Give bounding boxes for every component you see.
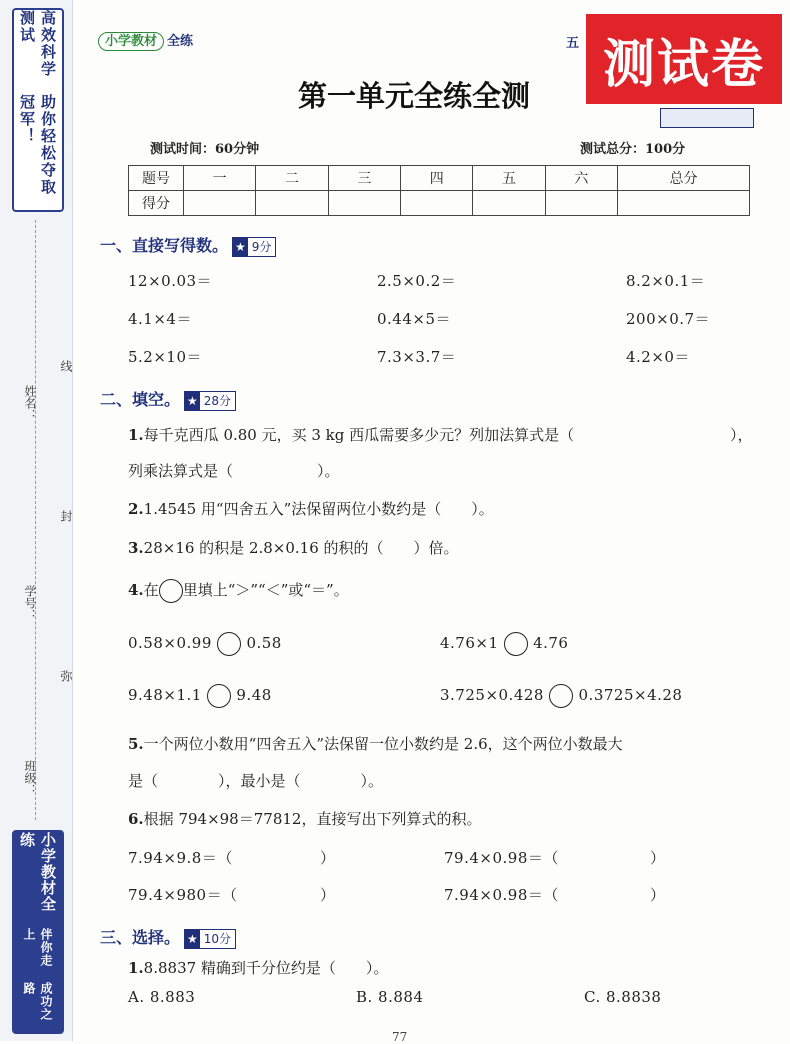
book-brand-slogan-1: 伴你走上 [22,928,53,968]
question-text: 1.4545 用“四舍五入”法保留两位小数约是（ ）。 [143,500,494,518]
brand-logo [98,30,193,49]
name-label: 姓名： [23,385,37,421]
score-cell[interactable] [473,191,545,216]
compare-item [440,684,682,708]
score-cell[interactable] [401,191,473,216]
score-col-5: 五 [473,166,545,191]
section-3-heading [100,925,236,949]
qr-code-strip [660,108,754,128]
score-col-2: 二 [256,166,328,191]
compare-left: 0.58×0.99 [128,634,212,652]
cut-mark-close: 弥 [59,670,73,682]
compare-left: 3.725×0.428 [440,686,544,704]
section-1-title: 一、直接写得数。 [100,236,229,255]
compare-circle[interactable] [504,632,528,656]
section-2-points-badge [184,391,236,411]
question-number: 6. [128,810,144,828]
score-col-6: 六 [545,166,617,191]
section-3-points-badge [184,929,236,949]
score-cell[interactable] [328,191,400,216]
calc-item: 7.3×3.7＝ [377,348,457,366]
q6-item-open: 7.94×9.8＝（ [128,849,233,867]
q6-item-open: 79.4×0.98＝（ [444,849,559,867]
calc-item: 8.2×0.1＝ [626,272,706,290]
score-table [128,165,750,216]
q6-item-close: ） [650,886,666,904]
compare-right: 4.76 [533,634,569,652]
question-3-1 [128,957,388,978]
score-cell[interactable] [184,191,256,216]
question-2-1 [128,424,574,445]
score-cell[interactable] [256,191,328,216]
score-col-label: 题号 [129,166,184,191]
compare-right: 0.58 [246,634,282,652]
question-2-1-line2 [128,460,340,481]
score-cell[interactable] [618,191,750,216]
question-2-1-close: ）， [730,426,753,444]
score-cell[interactable] [545,191,617,216]
question-2-2 [128,498,494,519]
compare-item [128,684,272,708]
question-number: 3. [128,539,144,557]
question-number: 5. [128,735,144,753]
calc-item: 4.2×0＝ [626,348,690,366]
brand-rest: 全练 [167,34,194,49]
question-2-5-line2: 是（ ），最小是（ ）。 [128,772,384,790]
question-text: 每千克西瓜 0.80 元，买 3 kg 西瓜需要多少元？列加法算式是（ [143,426,575,444]
class-label: 班级： [23,760,37,796]
section-2-title: 二、填空。 [100,390,181,409]
star-icon: ★ [235,239,246,254]
page-number: 77 [392,1030,408,1044]
compare-circle[interactable] [207,684,231,708]
calc-item: 12×0.03＝ [128,272,213,290]
option-a[interactable]: A. 8.883 [128,988,196,1006]
question-2-3 [128,537,459,558]
score-col-4: 四 [401,166,473,191]
question-2-5 [128,733,623,754]
question-text: 8.8837 精确到千分位约是（ ）。 [143,959,389,977]
calc-item: 5.2×10＝ [128,348,203,366]
question-text: 列乘法算式是（ [128,462,234,480]
section-2-heading [100,387,236,411]
book-brand-slogan-2: 成功之路 [22,982,53,1022]
option-b[interactable]: B. 8.884 [356,988,424,1006]
compare-left: 4.76×1 [440,634,499,652]
section-3-title: 三、选择。 [100,928,181,947]
question-text: 28×16 的积是 2.8×0.16 的积的（ ）倍。 [143,539,459,557]
test-time: 测试时间：60分钟 [150,142,260,157]
compare-left: 9.48×1.1 [128,686,202,704]
compare-right: 0.3725×4.28 [578,686,683,704]
score-col-1: 一 [184,166,256,191]
q6-item-close: ） [320,849,336,867]
score-col-3: 三 [328,166,400,191]
question-number: 2. [128,500,144,518]
compare-circle[interactable] [217,632,241,656]
slogan-line-1: 高效科学测试 [18,10,57,78]
score-table-header-row [129,166,750,191]
cut-mark-line: 线 [59,360,73,372]
compare-circle-icon [159,579,183,603]
question-text: 在 [143,581,159,599]
star-icon: ★ [187,931,198,946]
question-text: 里填上“＞”“＜”或“＝”。 [182,581,349,599]
section-1-points-badge [232,237,276,257]
calc-item: 0.44×5＝ [377,310,452,328]
student-id-label: 学号： [23,585,37,621]
question-text: ）。 [317,462,340,480]
q6-item-close: ） [320,886,336,904]
section-1-heading [100,233,276,257]
star-icon: ★ [187,393,198,408]
compare-item [128,632,282,656]
question-text: 根据 794×98＝77812，直接写出下列算式的积。 [143,810,482,828]
compare-right: 9.48 [236,686,272,704]
book-brand-name: 小学教材全练 [18,832,57,912]
score-row-label: 得分 [129,191,184,216]
slogan-line-2: 助你轻松夺取冠军！ [18,93,57,196]
slogan-box [12,8,64,212]
book-brand-box [12,830,64,1034]
page-title: 第一单元全练全测 [298,79,531,113]
question-number: 1. [128,959,144,977]
calc-item: 200×0.7＝ [626,310,711,328]
score-col-total: 总分 [618,166,750,191]
cut-mark-seal: 封 [59,510,73,522]
question-number: 4. [128,581,144,599]
question-2-4 [128,579,349,603]
q6-item-open: 7.94×0.98＝（ [444,886,559,904]
section-3-points: 10分 [203,932,232,946]
question-number: 1. [128,426,144,444]
test-paper-tag: 测试卷 [586,14,782,104]
brand-pill: 小学教材 [98,32,164,51]
compare-item [440,632,568,656]
option-c[interactable]: C. 8.8838 [584,988,662,1006]
compare-circle[interactable] [549,684,573,708]
question-2-6 [128,808,481,829]
question-text: 一个两位小数用“四舍五入”法保留一位小数约是 2.6，这个两位小数最大 [143,735,623,753]
test-total-score: 测试总分：100分 [580,142,686,157]
grade-label: 五 [566,36,580,51]
section-2-points: 28分 [203,394,232,408]
cut-line [35,220,36,820]
q6-item-close: ） [650,849,666,867]
score-table-score-row [129,191,750,216]
calc-item: 2.5×0.2＝ [377,272,457,290]
q6-item-open: 79.4×980＝（ [128,886,238,904]
section-1-points: 9分 [251,240,272,254]
calc-item: 4.1×4＝ [128,310,192,328]
